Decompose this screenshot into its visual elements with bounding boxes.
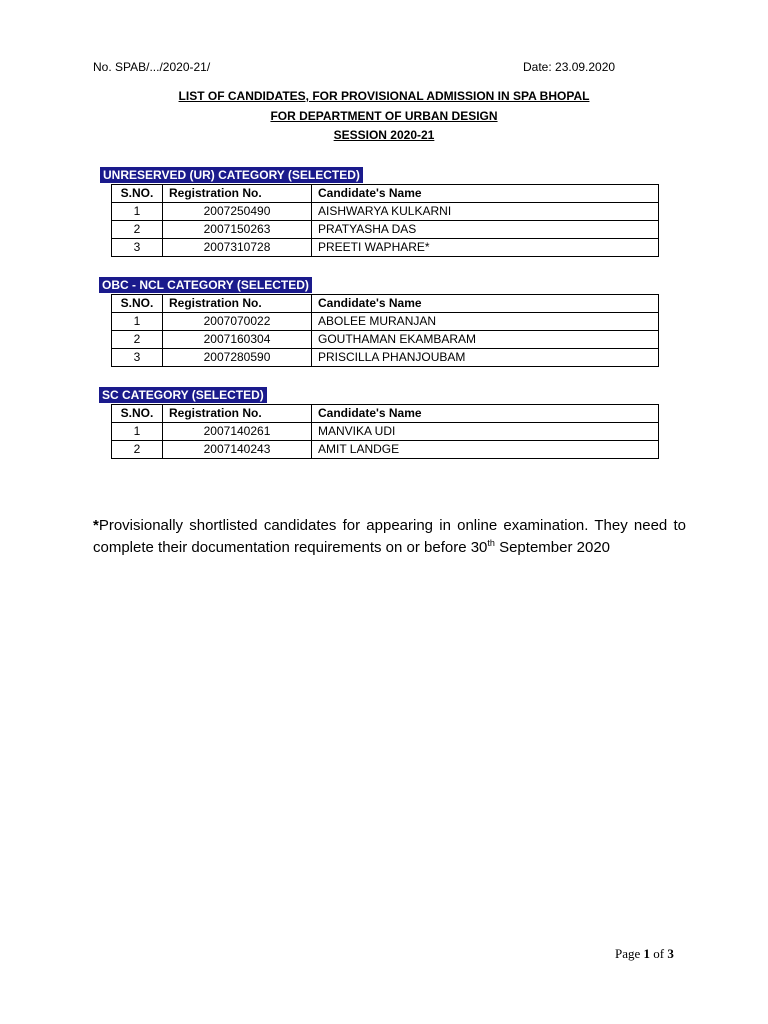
page-current: 1 (643, 946, 651, 961)
col-header-reg: Registration No. (163, 295, 312, 313)
footnote-year: 2020 (576, 539, 611, 556)
name-cell: GOUTHAMAN EKAMBARAM (312, 331, 659, 349)
table-row (112, 203, 659, 221)
obc-ncl-candidates-table (111, 294, 659, 367)
table-row (112, 239, 659, 257)
name-cell: AMIT LANDGE (312, 441, 659, 459)
sno-cell: 1 (112, 423, 163, 441)
page-total: 3 (667, 946, 674, 961)
sno-cell: 2 (112, 441, 163, 459)
reg-cell: 2007150263 (163, 221, 312, 239)
col-header-reg: Registration No. (163, 185, 312, 203)
name-cell: PRATYASHA DAS (312, 221, 659, 239)
section-title-sc: SC CATEGORY (SELECTED) (99, 387, 267, 403)
sno-cell: 1 (112, 203, 163, 221)
sno-cell: 1 (112, 313, 163, 331)
col-header-reg: Registration No. (163, 405, 312, 423)
section-title-ur: UNRESERVED (UR) CATEGORY (SELECTED) (100, 167, 363, 183)
reg-cell: 2007140261 (163, 423, 312, 441)
reg-cell: 2007250490 (163, 203, 312, 221)
col-header-sno: S.NO. (112, 295, 163, 313)
footnote-day-suffix: th (487, 538, 495, 548)
table-header-row (112, 405, 659, 423)
table-row (112, 423, 659, 441)
page-prefix: Page (615, 946, 644, 961)
footnote (93, 515, 686, 559)
sno-cell: 3 (112, 349, 163, 367)
col-header-name: Candidate's Name (312, 185, 659, 203)
footnote-month: September (494, 539, 577, 556)
table-header-row (112, 185, 659, 203)
table-row (112, 441, 659, 459)
table-header-row (112, 295, 659, 313)
sno-cell: 2 (112, 221, 163, 239)
reg-cell: 2007140243 (163, 441, 312, 459)
reference-number: No. SPAB/.../2020-21/ (93, 60, 211, 74)
col-header-name: Candidate's Name (312, 295, 659, 313)
name-cell: ABOLEE MURANJAN (312, 313, 659, 331)
name-cell: PREETI WAPHARE* (312, 239, 659, 257)
sc-candidates-table (111, 404, 659, 459)
page-of: of (650, 946, 668, 961)
reg-cell: 2007310728 (163, 239, 312, 257)
name-cell: MANVIKA UDI (312, 423, 659, 441)
session-title: SESSION 2020-21 (333, 128, 435, 142)
reg-cell: 2007160304 (163, 331, 312, 349)
page-number (615, 946, 674, 962)
reg-cell: 2007280590 (163, 349, 312, 367)
col-header-sno: S.NO. (112, 185, 163, 203)
sno-cell: 3 (112, 239, 163, 257)
ur-candidates-table (111, 184, 659, 257)
col-header-name: Candidate's Name (312, 405, 659, 423)
table-row (112, 331, 659, 349)
sno-cell: 2 (112, 331, 163, 349)
page-title: LIST OF CANDIDATES, FOR PROVISIONAL ADMISSION IN SPA BHOPAL (178, 89, 590, 103)
document-date: Date: 23.09.2020 (523, 60, 616, 74)
table-row (112, 313, 659, 331)
table-row (112, 221, 659, 239)
col-header-sno: S.NO. (112, 405, 163, 423)
reg-cell: 2007070022 (163, 313, 312, 331)
footnote-day: 30 (470, 539, 488, 556)
department-title: FOR DEPARTMENT OF URBAN DESIGN (270, 109, 498, 123)
table-row (112, 349, 659, 367)
section-title-obc-ncl: OBC - NCL CATEGORY (SELECTED) (99, 277, 312, 293)
name-cell: PRISCILLA PHANJOUBAM (312, 349, 659, 367)
footnote-text: Provisionally shortlisted candidates for appearing in online examination. They need to complete their documentation requirements on or before (93, 517, 686, 556)
name-cell: AISHWARYA KULKARNI (312, 203, 659, 221)
footnote-asterisk: * (93, 517, 99, 534)
